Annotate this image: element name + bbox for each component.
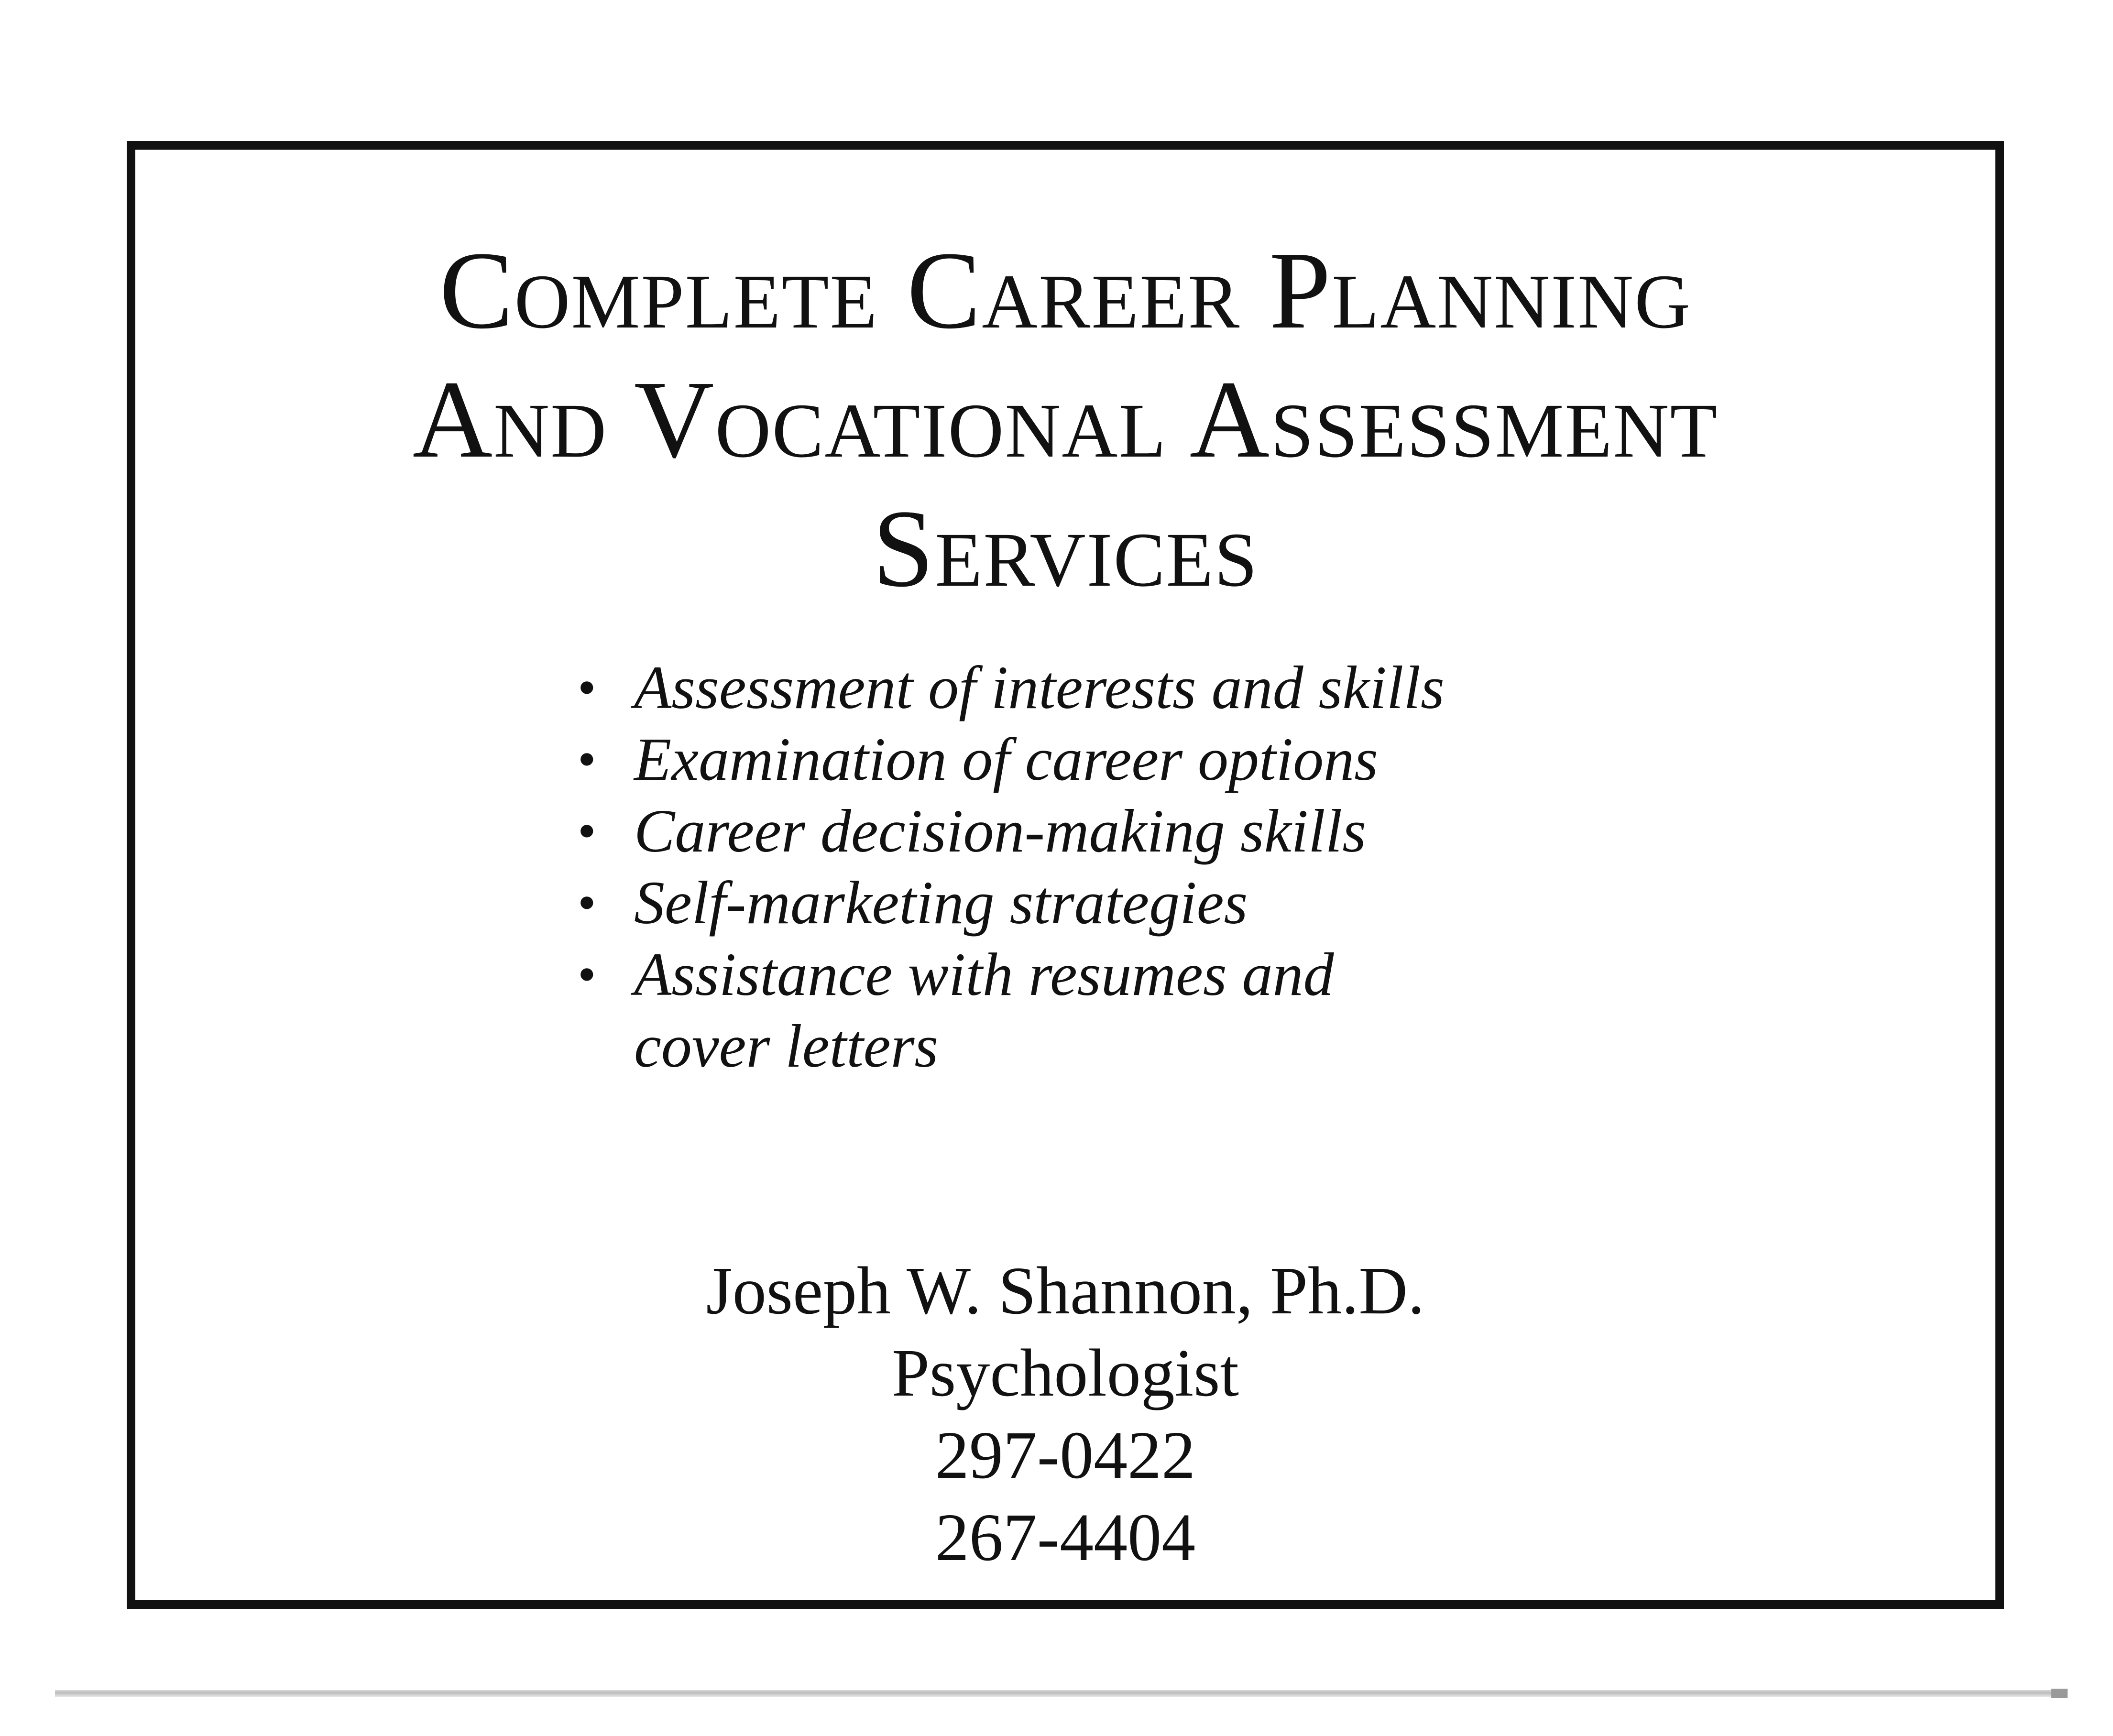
service-item [578,795,1725,867]
service-item-text: Career decision-making skills [634,797,1366,865]
headline-line-3: Services [872,487,1259,610]
service-item [578,939,1725,1082]
advertisement-frame [127,141,2004,1609]
contact-block [135,1249,1995,1578]
service-item-text-continued: cover letters [634,1012,939,1080]
service-item-text: Assessment of interests and skills [634,654,1445,721]
headline [135,226,1995,613]
contact-name: Joseph W. Shannon, Ph.D. [706,1253,1425,1328]
bullet-icon: • [578,658,596,717]
contact-phone-2: 267-4404 [935,1499,1196,1575]
service-item [578,723,1725,795]
bullet-icon: • [578,802,596,860]
headline-line-2: And Vocational Assessment [412,358,1719,481]
service-item [578,867,1725,939]
service-item-text: Examination of career options [634,725,1378,793]
service-item-text: Self-marketing strategies [634,869,1248,937]
bullet-icon: • [578,945,596,1004]
headline-line-1: Complete Career Planning [439,229,1692,352]
contact-phone-1: 297-0422 [935,1417,1196,1493]
bullet-icon: • [578,730,596,788]
services-list [578,652,1725,1082]
page-bottom-rule-end [2051,1689,2068,1698]
service-item-text: Assistance with resumes and [634,940,1334,1008]
page-bottom-rule [55,1690,2063,1697]
bullet-icon: • [578,873,596,932]
service-item [578,652,1725,723]
contact-title: Psychologist [892,1335,1239,1410]
